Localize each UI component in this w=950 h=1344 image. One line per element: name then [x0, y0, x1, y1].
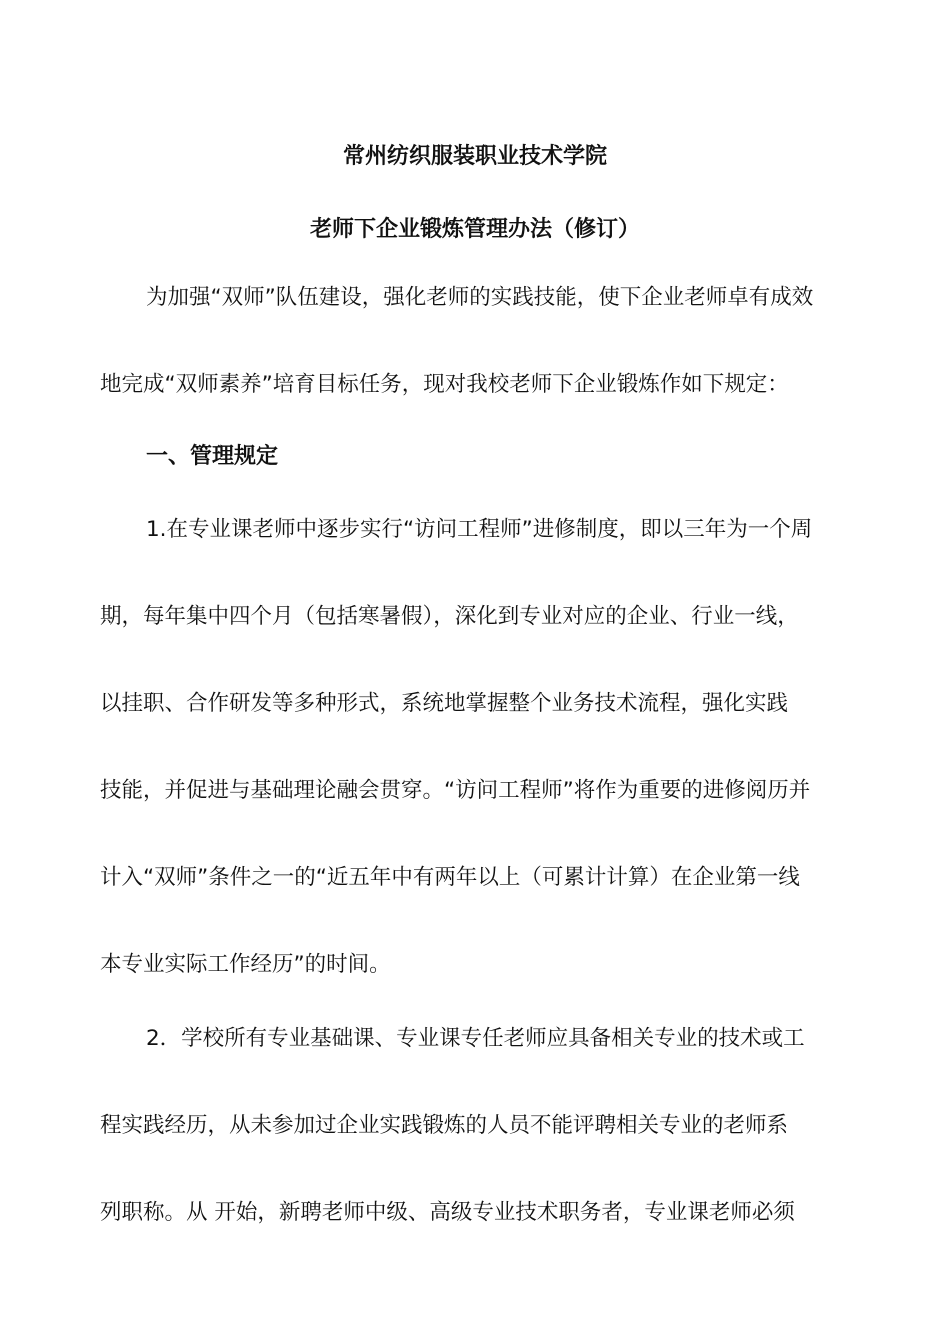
paragraph-line: 为加强“双师”队伍建设，强化老师的实践技能，使下企业老师卓有成效: [146, 285, 814, 310]
paragraph-line: 列职称。从 开始，新聘老师中级、高级专业技术职务者，专业课老师必须: [100, 1200, 795, 1225]
paragraph-line: 本专业实际工作经历”的时间。: [100, 952, 391, 977]
paragraph-line: 计入“双师”条件之一的“近五年中有两年以上（可累计计算）在企业第一线: [100, 865, 800, 890]
paragraph-line: 技能，并促进与基础理论融会贯穿。“访问工程师”将作为重要的进修阅历并: [100, 778, 811, 803]
paragraph-line: 程实践经历，从未参加过企业实践锻炼的人员不能评聘相关专业的老师系: [100, 1113, 789, 1138]
paragraph-line: 2．学校所有专业基础课、专业课专任老师应具备相关专业的技术或工: [146, 1026, 805, 1051]
section-heading: 一、管理规定: [146, 444, 279, 469]
paragraph-line: 地完成“双师素养”培育目标任务，现对我校老师下企业锻炼作如下规定：: [100, 372, 789, 397]
school-name: 常州纺织服装职业技术学院: [342, 144, 607, 169]
paragraph-line: 期，每年集中四个月（包括寒暑假），深化到专业对应的企业、行业一线，: [100, 604, 799, 629]
paragraph-line: 以挂职、合作研发等多种形式，系统地掌握整个业务技术流程，强化实践: [100, 691, 789, 716]
document-title: 老师下企业锻炼管理办法（修订）: [309, 217, 640, 242]
paragraph-line: 1.在专业课老师中逐步实行“访问工程师”进修制度，即以三年为一个周: [146, 517, 813, 542]
